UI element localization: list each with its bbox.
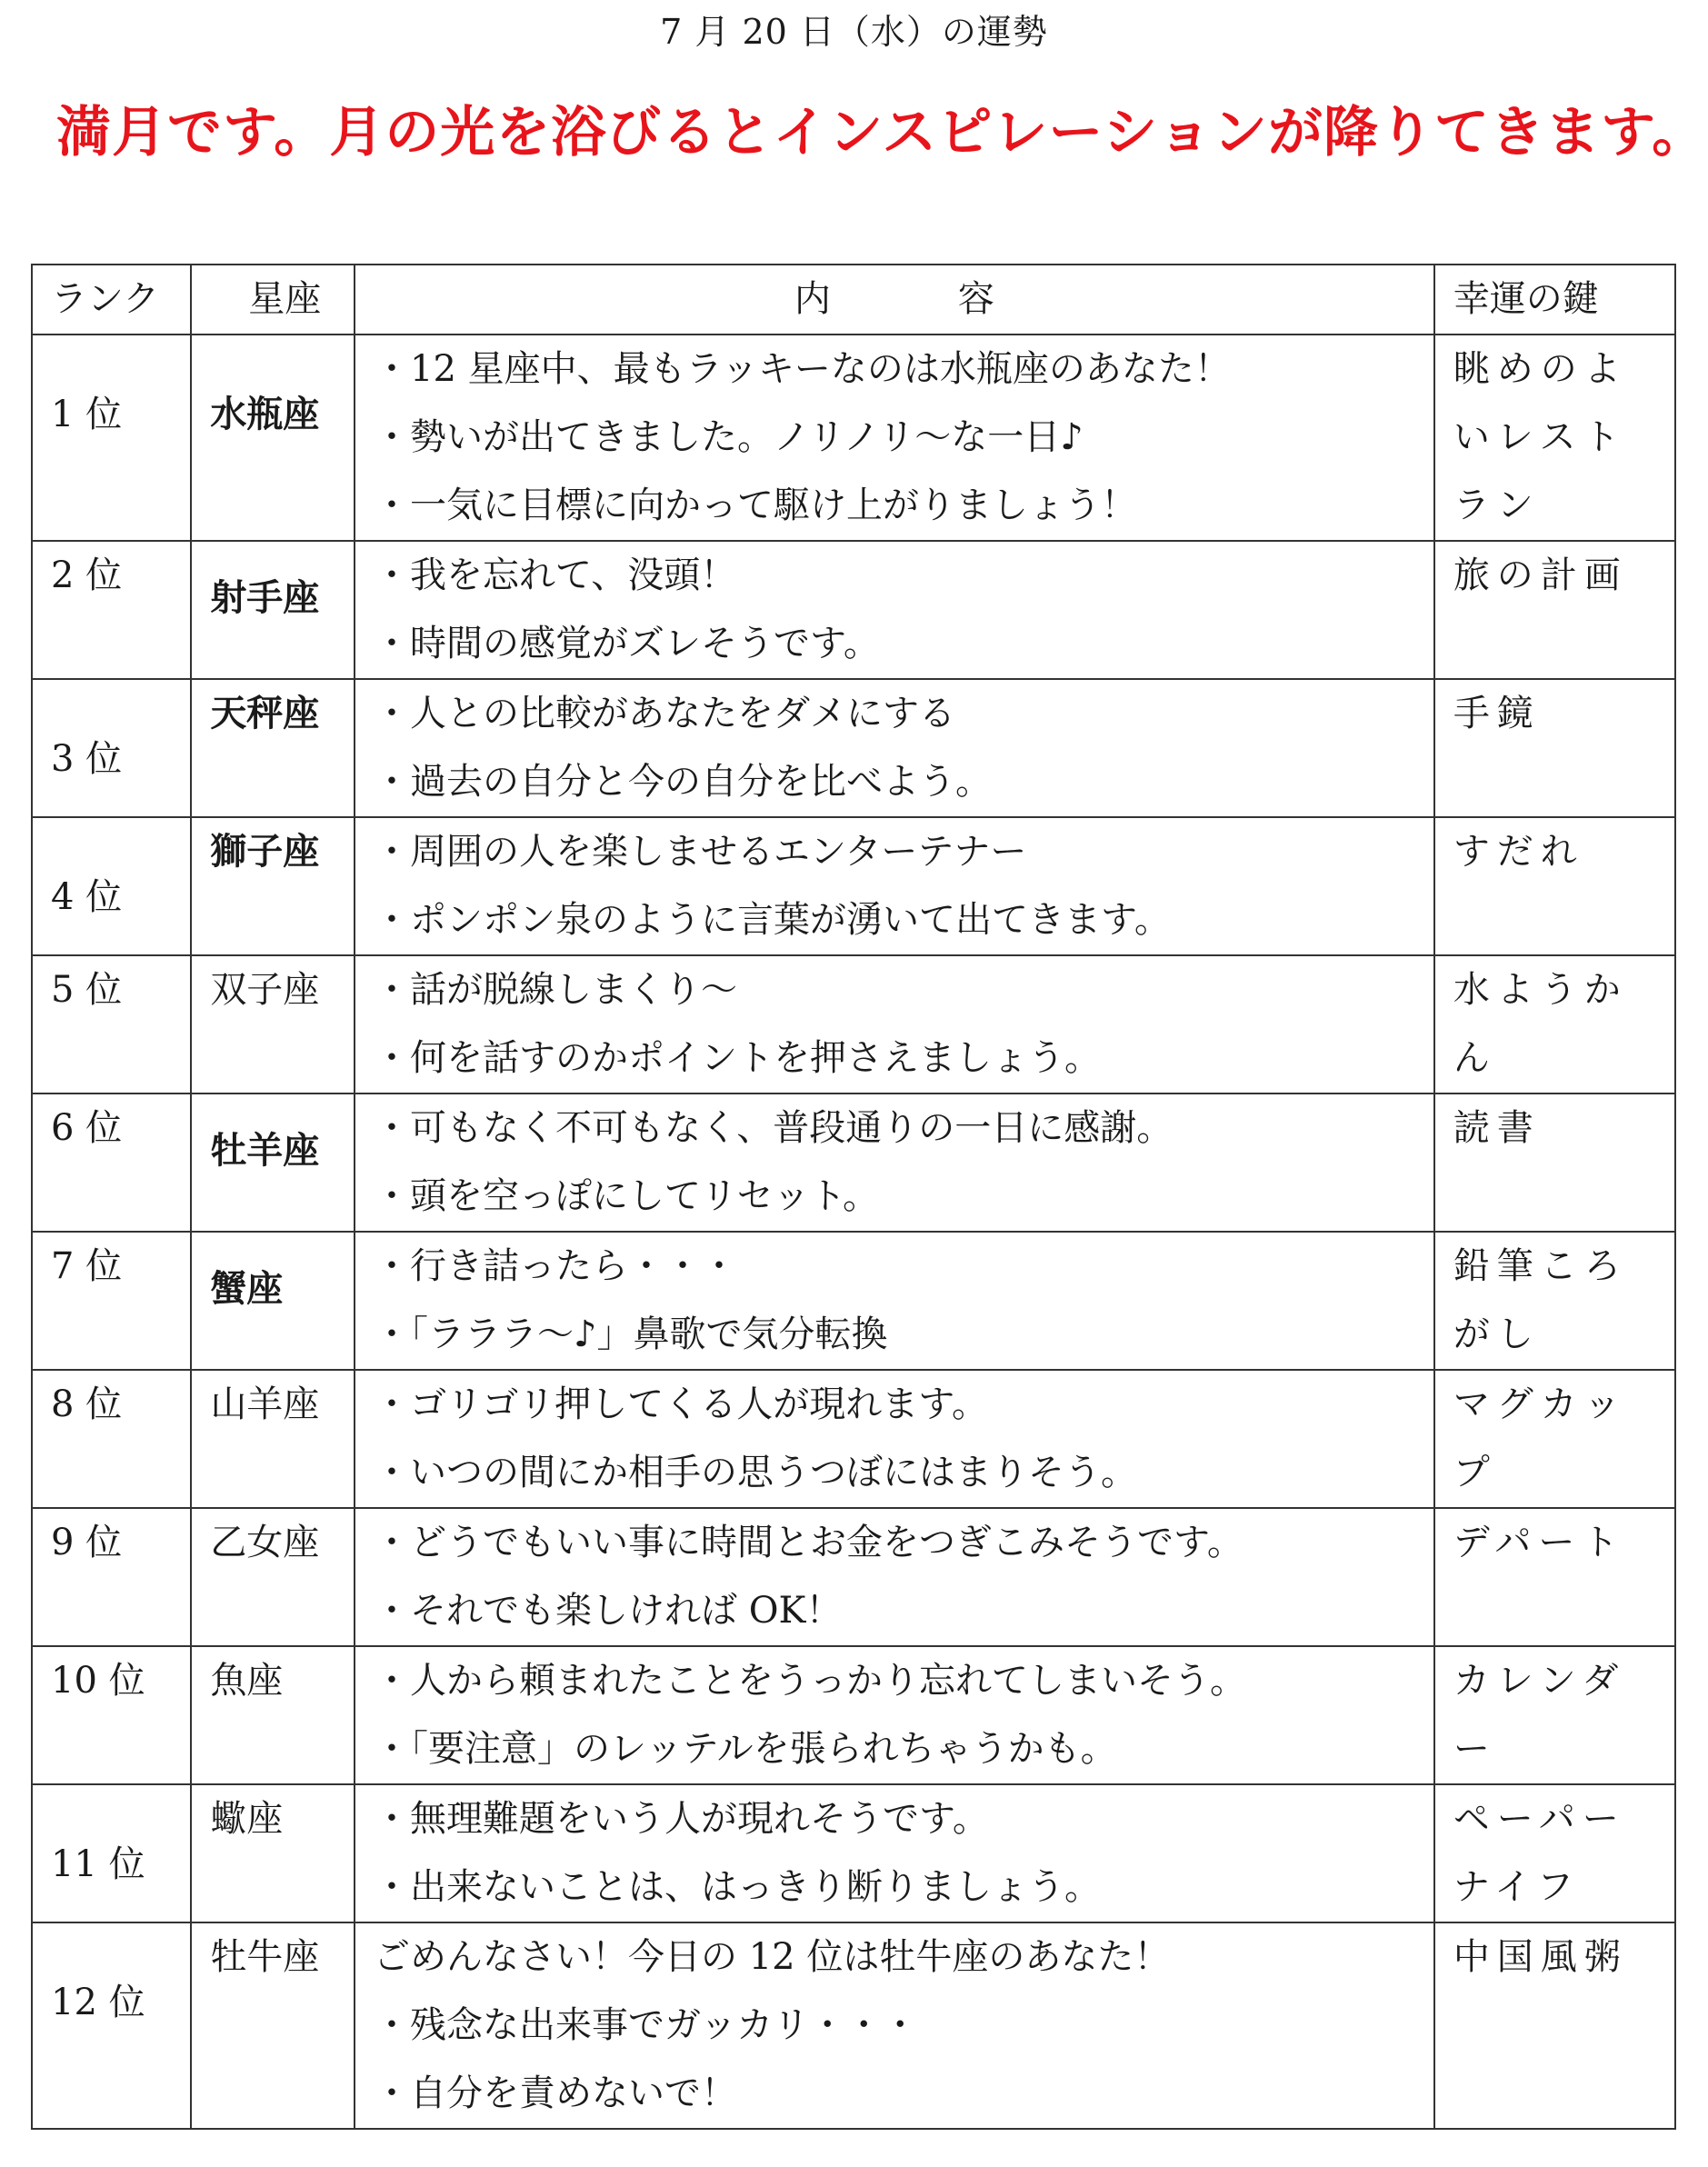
sign-cell: 双子座	[191, 955, 355, 1093]
sign-cell: 天秤座	[191, 679, 355, 817]
content-line: ・可もなく不可もなく、普段通りの一日に感謝。	[374, 1107, 1174, 1149]
table-row	[32, 1232, 1675, 1370]
content-line: ・時間の感覚がズレそうです。	[374, 623, 880, 664]
content-line: ・ポンポン泉のように言葉が湧いて出てきます。	[374, 899, 1171, 941]
content-line: ・ゴリゴリ押してくる人が現れます。	[374, 1383, 989, 1425]
content-line: ・残念な出来事でガッカリ・・・	[374, 2004, 919, 2046]
rank-cell: 11 位	[32, 1784, 191, 1922]
content-cell	[355, 541, 1434, 679]
table-row	[32, 1093, 1675, 1232]
content-line: ごめんなさい！今日の 12 位は牡牛座のあなた！	[374, 1936, 1171, 1978]
lucky-key-cell: 旅の計画	[1434, 541, 1675, 679]
table-row	[32, 1508, 1675, 1646]
lucky-key-cell: 中国風粥	[1434, 1922, 1675, 2129]
rank-cell: 2 位	[32, 541, 191, 679]
lucky-key-cell: 手鏡	[1434, 679, 1675, 817]
fortune-table	[31, 264, 1676, 2130]
sign-cell: 牡羊座	[191, 1093, 355, 1232]
table-row	[32, 335, 1675, 541]
table-row	[32, 1922, 1675, 2129]
sign-cell: 魚座	[191, 1646, 355, 1784]
content-cell	[355, 955, 1434, 1093]
content-line: ・自分を責めないで！	[374, 2072, 738, 2114]
header-rank: ランク	[32, 265, 191, 335]
content-line: ・過去の自分と今の自分を比べよう。	[374, 761, 993, 803]
content-cell	[355, 679, 1434, 817]
lucky-key-cell: 眺めのよいレストラン	[1434, 335, 1675, 541]
content-line: ・それでも楽しければ OK！	[374, 1590, 843, 1632]
content-line: ・話が脱線しまくり～	[374, 969, 738, 1011]
lucky-key-cell: カレンダー	[1434, 1646, 1675, 1784]
content-cell	[355, 335, 1434, 541]
sign-cell: 蟹座	[191, 1232, 355, 1370]
content-line: ・無理難題をいう人が現れそうです。	[374, 1798, 989, 1840]
content-line: ・出来ないことは、はっきり断りましょう。	[374, 1866, 1102, 1908]
sign-cell: 水瓶座	[191, 335, 355, 541]
rank-cell: 10 位	[32, 1646, 191, 1784]
sign-cell: 山羊座	[191, 1370, 355, 1508]
header-content-left: 内	[794, 278, 831, 320]
lucky-key-cell: 水ようかん	[1434, 955, 1675, 1093]
content-line: ・勢いが出てきました。ノリノリ～な一日♪	[374, 416, 1084, 458]
content-line: ・12 星座中、最もラッキーなのは水瓶座のあなた！	[374, 348, 1231, 390]
lucky-key-cell: ペーパーナイフ	[1434, 1784, 1675, 1922]
table-row	[32, 1784, 1675, 1922]
content-line: ・何を話すのかポイントを押さえましょう。	[374, 1037, 1102, 1079]
content-cell	[355, 1784, 1434, 1922]
lucky-key-cell: マグカップ	[1434, 1370, 1675, 1508]
content-line: ・我を忘れて、没頭！	[374, 554, 737, 596]
rank-cell: 1 位	[32, 335, 191, 541]
rank-cell: 6 位	[32, 1093, 191, 1232]
table-row	[32, 1646, 1675, 1784]
content-cell	[355, 817, 1434, 955]
lucky-key-cell: 読書	[1434, 1093, 1675, 1232]
table-row	[32, 679, 1675, 817]
sign-cell: 牡牛座	[191, 1922, 355, 2129]
content-line: ・「要注意」のレッテルを張られちゃうかも。	[374, 1728, 1117, 1770]
content-cell	[355, 1093, 1434, 1232]
rank-cell: 9 位	[32, 1508, 191, 1646]
content-cell	[355, 1646, 1434, 1784]
date-heading: 7 月 20 日（水）の運勢	[660, 12, 1048, 52]
table-row	[32, 955, 1675, 1093]
header-sign: 星座	[191, 265, 355, 335]
lucky-key-cell: すだれ	[1434, 817, 1675, 955]
content-line: ・人との比較があなたをダメにする	[374, 693, 956, 734]
lucky-key-cell: デパート	[1434, 1508, 1675, 1646]
table-row	[32, 541, 1675, 679]
content-line: ・いつの間にか相手の思うつぼにはまりそう。	[374, 1452, 1138, 1493]
sign-cell: 獅子座	[191, 817, 355, 955]
content-cell	[355, 1370, 1434, 1508]
rank-cell: 8 位	[32, 1370, 191, 1508]
sign-cell: 蠍座	[191, 1784, 355, 1922]
header-content-right: 容	[957, 278, 994, 320]
sign-cell: 射手座	[191, 541, 355, 679]
rank-cell: 3 位	[32, 679, 191, 817]
sign-cell: 乙女座	[191, 1508, 355, 1646]
content-cell	[355, 1922, 1434, 2129]
rank-cell: 5 位	[32, 955, 191, 1093]
content-line: ・行き詰ったら・・・	[374, 1245, 738, 1287]
table-row	[32, 1370, 1675, 1508]
content-line: ・「ラララ～♪」鼻歌で気分転換	[374, 1313, 888, 1355]
content-cell	[355, 1232, 1434, 1370]
headline: 満月です。月の光を浴びるとインスピレーションが降りてきます。	[56, 101, 1708, 165]
content-line: ・人から頼まれたことをうっかり忘れてしまいそう。	[374, 1660, 1247, 1702]
content-line: ・一気に目標に向かって駆け上がりましょう！	[374, 484, 1138, 526]
content-line: ・頭を空っぽにしてリセット。	[374, 1175, 880, 1217]
table-row	[32, 817, 1675, 955]
content-line: ・どうでもいい事に時間とお金をつぎこみそうです。	[374, 1522, 1244, 1563]
rank-cell: 7 位	[32, 1232, 191, 1370]
content-line: ・周囲の人を楽しませるエンターテナー	[374, 831, 1027, 873]
header-content	[355, 265, 1434, 335]
rank-cell: 12 位	[32, 1922, 191, 2129]
rank-cell: 4 位	[32, 817, 191, 955]
header-key: 幸運の鍵	[1434, 265, 1675, 335]
lucky-key-cell: 鉛筆ころがし	[1434, 1232, 1675, 1370]
table-header-row	[32, 265, 1675, 335]
content-cell	[355, 1508, 1434, 1646]
